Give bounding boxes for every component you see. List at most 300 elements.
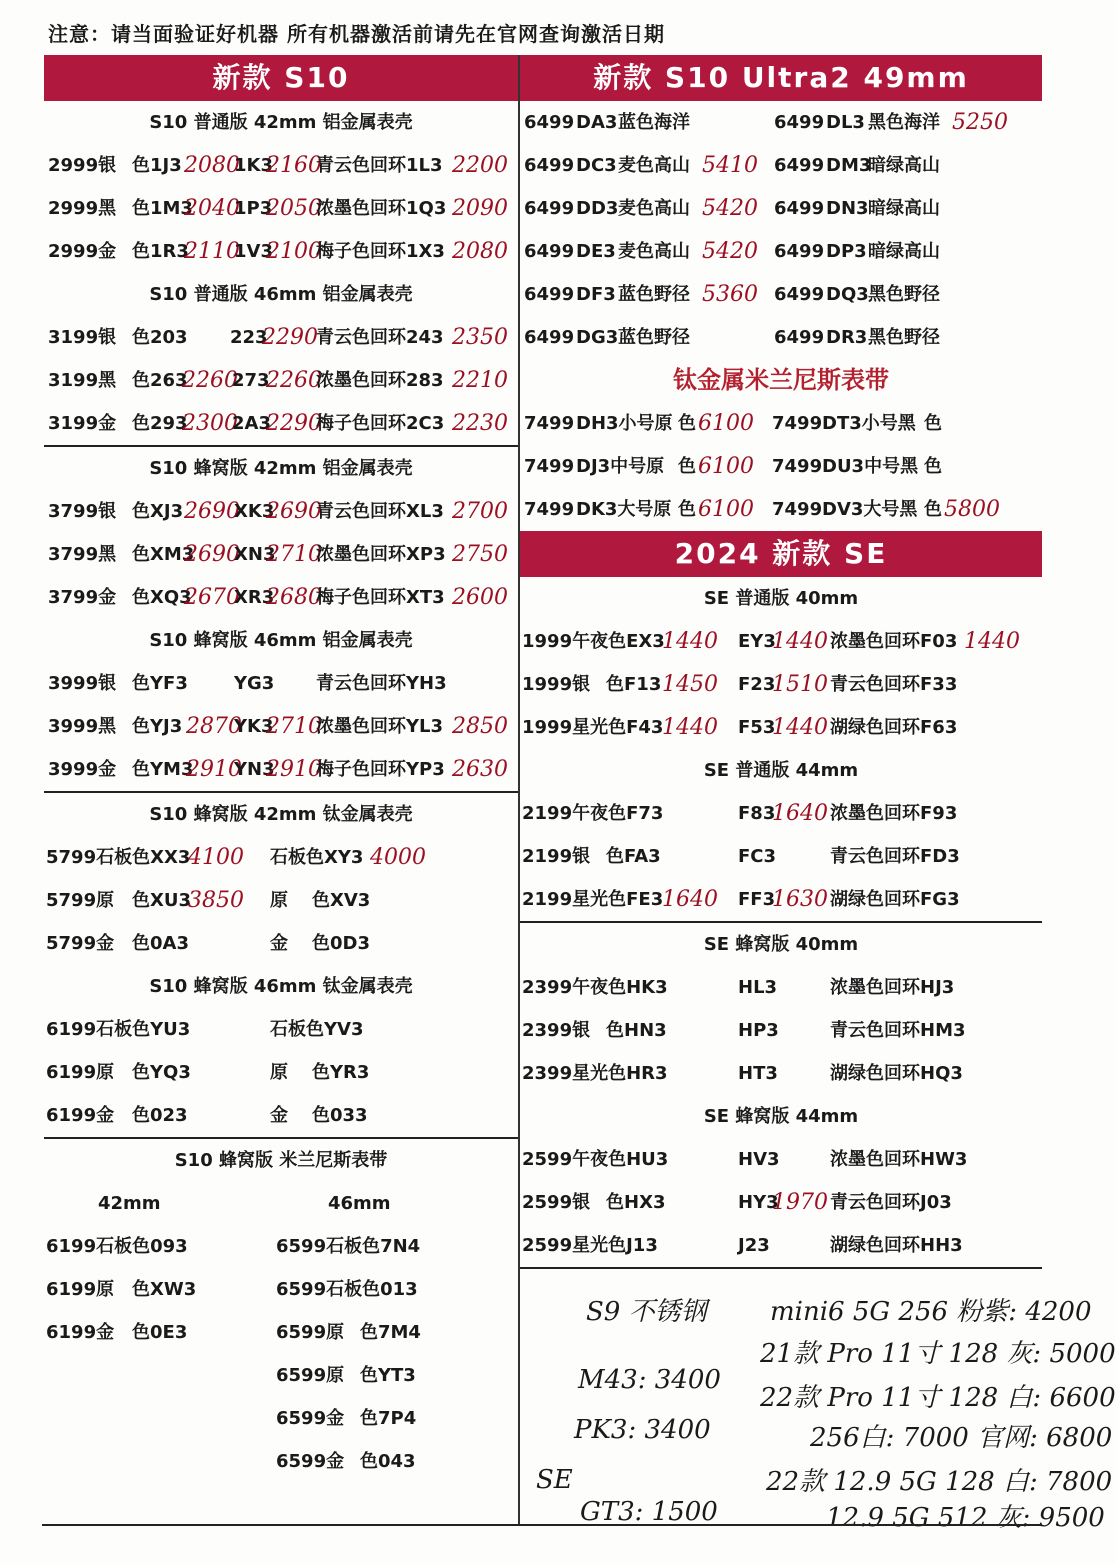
bottom-rule — [42, 1524, 1042, 1526]
cell-text: 色YM3 — [132, 759, 194, 780]
cell-text: 色F13 — [606, 674, 662, 695]
cell-text: 223 — [230, 327, 268, 348]
handwritten-price: 2700 — [452, 499, 508, 524]
cell-text: 麦色高山 — [618, 241, 690, 262]
list-item — [44, 144, 518, 187]
cell-text: 1P3 — [234, 198, 273, 219]
list-item — [44, 1008, 518, 1051]
cell-text: 浓墨色回环XP3 — [316, 544, 446, 565]
cell-text: 2399午夜色HK3 — [522, 977, 668, 998]
cell-text: 浓墨色回环HJ3 — [830, 977, 955, 998]
cell-text: DP3 — [826, 241, 867, 262]
cell-text: 蓝色野径 — [618, 284, 690, 305]
list-item — [520, 230, 1042, 273]
cell-text: 石板色YV3 — [270, 1019, 364, 1040]
section-title: S10 蜂窝版 米兰尼斯表带 — [174, 1150, 388, 1171]
handwritten-price: 2680 — [266, 585, 322, 610]
cell-text: DQ3 — [826, 284, 869, 305]
cell-text: 麦色高山 — [618, 155, 690, 176]
section-title: S10 蜂窝版 42mm 钛金属表壳 — [149, 804, 413, 825]
cell-text: DD3 — [576, 198, 619, 219]
list-item — [520, 792, 1042, 835]
list-item — [44, 1311, 518, 1354]
cell-text: HT3 — [738, 1063, 778, 1084]
handwritten-price: 1440 — [772, 629, 828, 654]
cell-text: FF3 — [738, 889, 776, 910]
cell-text: 2599午夜色HU3 — [522, 1149, 669, 1170]
list-item — [44, 187, 518, 230]
handwritten-note: 21款 Pro 11寸 128 灰: 5000 — [760, 1339, 1116, 1369]
list-item — [520, 706, 1042, 749]
handwritten-price: 6100 — [698, 497, 754, 522]
list-item — [520, 316, 1042, 359]
notice-text: 注意：请当面验证好机器 所有机器激活前请先在官网查询激活日期 — [48, 22, 665, 46]
handwritten-note: 256白: 7000 官网: 6800 — [810, 1423, 1113, 1453]
cell-text: 6599原 — [276, 1322, 345, 1343]
cell-text: 青云色回环HM3 — [830, 1020, 966, 1041]
list-item — [44, 402, 518, 445]
cell-text: 色HX3 — [606, 1192, 666, 1213]
cell-text: 色 — [924, 499, 942, 520]
cell-text: 暗绿高山 — [868, 241, 940, 262]
cell-text: F23 — [738, 674, 776, 695]
cell-text: 7499 — [772, 456, 823, 477]
cell-text: 色7M4 — [360, 1322, 421, 1343]
cell-text: 色XV3 — [312, 890, 371, 911]
cell-text: 色7P4 — [360, 1408, 417, 1429]
milan-rows — [520, 402, 1042, 531]
handwritten-price: 1970 — [772, 1190, 828, 1215]
cell-text: 色293 — [132, 413, 188, 434]
cell-text: YK3 — [234, 716, 274, 737]
handwritten-note: 12.9 5G 512 灰: 9500 — [826, 1503, 1105, 1533]
list-item — [44, 359, 518, 402]
handwritten-price: 1640 — [662, 887, 718, 912]
list-item — [44, 836, 518, 879]
cell-text: 7499 — [524, 413, 575, 434]
cell-text: 青云色回环F33 — [830, 674, 958, 695]
list-item — [520, 101, 1042, 144]
handwritten-price: 5800 — [944, 497, 1000, 522]
cell-text: 7499 — [524, 456, 575, 477]
cell-text: 3199银 — [48, 327, 117, 348]
cell-text: 浓墨色回环F03 — [830, 631, 958, 652]
list-item — [520, 835, 1042, 878]
cell-text: 3199金 — [48, 413, 117, 434]
handwritten-note: M43: 3400 — [578, 1365, 721, 1395]
cell-text: 色YQ3 — [132, 1062, 191, 1083]
cell-text: DM3 — [826, 155, 872, 176]
cell-text: 原 — [270, 1062, 288, 1083]
list-item — [44, 705, 518, 748]
cell-text: 原 — [270, 890, 288, 911]
cell-text: XR3 — [234, 587, 275, 608]
cell-text: DV3大号黑 — [822, 499, 918, 520]
cell-text: DU3中号黑 — [822, 456, 919, 477]
handwritten-price: 6100 — [698, 454, 754, 479]
cell-text: 黑色野径 — [868, 327, 940, 348]
cell-text: 色XJ3 — [132, 501, 184, 522]
section-title: SE 普通版 40mm — [703, 588, 859, 609]
cell-text: 黑色野径 — [868, 284, 940, 305]
handwritten-notes — [520, 1269, 1116, 1533]
cell-text: 石板色XY3 — [270, 847, 364, 868]
se-blocks — [520, 577, 1042, 1269]
cell-text: 1K3 — [234, 155, 273, 176]
section-title: SE 蜂窝版 40mm — [703, 934, 859, 955]
handwritten-note: GT3: 1500 — [580, 1497, 718, 1527]
cell-text: 2599银 — [522, 1192, 591, 1213]
list-item — [520, 445, 1042, 488]
cell-text: 6499 — [524, 112, 575, 133]
cell-text: 6499 — [524, 198, 575, 219]
cell-text: 5799金 — [46, 933, 115, 954]
list-item — [44, 922, 518, 965]
cell-text: 色YF3 — [132, 673, 188, 694]
cell-text: 蓝色野径 — [618, 327, 690, 348]
cell-text: 色 — [924, 456, 942, 477]
cell-text: 色023 — [132, 1105, 188, 1126]
cell-text: 梅子色回环2C3 — [316, 413, 445, 434]
cell-text: 6599原 — [276, 1365, 345, 1386]
list-item — [44, 748, 518, 791]
cell-text: 浓墨色回环F93 — [830, 803, 958, 824]
list-item — [44, 490, 518, 533]
cell-text: 暗绿高山 — [868, 155, 940, 176]
cell-text: 色XM3 — [132, 544, 195, 565]
list-item — [44, 1051, 518, 1094]
list-item — [44, 1397, 518, 1440]
section-title: SE 普通版 44mm — [703, 760, 859, 781]
handwritten-price: 4000 — [370, 845, 426, 870]
handwritten-price: 2260 — [266, 368, 322, 393]
handwritten-price: 2290 — [262, 325, 318, 350]
cell-text: YG3 — [234, 673, 275, 694]
list-item — [44, 1182, 518, 1225]
banner-ultra2: 新款 S10 Ultra2 49mm — [520, 55, 1042, 101]
cell-text: DR3 — [826, 327, 868, 348]
cell-text: FC3 — [738, 846, 777, 867]
handwritten-price: 2050 — [266, 196, 322, 221]
list-item — [44, 1440, 518, 1483]
handwritten-price: 2630 — [452, 757, 508, 782]
handwritten-price: 2690 — [184, 499, 240, 524]
handwritten-price: 5420 — [702, 239, 758, 264]
cell-text: 2A3 — [232, 413, 271, 434]
handwritten-price: 2710 — [266, 542, 322, 567]
cell-text: 青云色回环FD3 — [830, 846, 960, 867]
handwritten-price: 2200 — [452, 153, 508, 178]
cell-text: 6499 — [774, 327, 825, 348]
handwritten-price: 2210 — [452, 368, 508, 393]
cell-text: 3999金 — [48, 759, 117, 780]
cell-text: 1V3 — [234, 241, 273, 262]
list-item — [44, 533, 518, 576]
cell-text: 2599星光色J13 — [522, 1235, 658, 1256]
handwritten-price: 6100 — [698, 411, 754, 436]
cell-text: 6499 — [774, 284, 825, 305]
cell-text: 6599金 — [276, 1408, 345, 1429]
list-item — [520, 620, 1042, 663]
cell-text: 黑色海洋 — [868, 112, 940, 133]
cell-text: 浓墨色回环283 — [316, 370, 444, 391]
cell-text: 2399星光色HR3 — [522, 1063, 668, 1084]
list-item — [520, 1009, 1042, 1052]
handwritten-note: mini6 5G 256 粉紫: 4200 — [770, 1297, 1092, 1327]
left-column-s10 — [44, 55, 518, 1483]
list-item — [44, 1225, 518, 1268]
handwritten-price: 2080 — [452, 239, 508, 264]
handwritten-price: 2110 — [184, 239, 240, 264]
cell-text: 梅子色回环1X3 — [316, 241, 445, 262]
cell-text: 青云色回环1L3 — [316, 155, 443, 176]
milan-title: 钛金属米兰尼斯表带 — [673, 366, 889, 394]
handwritten-price: 3850 — [188, 888, 244, 913]
cell-text: 6499 — [524, 241, 575, 262]
cell-text: 273 — [232, 370, 270, 391]
list-item — [520, 488, 1042, 531]
cell-text: 3799黑 — [48, 544, 117, 565]
cell-text: 6599石板色013 — [276, 1279, 418, 1300]
list-item — [520, 1052, 1042, 1095]
handwritten-price: 1510 — [772, 672, 828, 697]
handwritten-price: 1440 — [772, 715, 828, 740]
handwritten-price: 2710 — [266, 714, 322, 739]
handwritten-price: 5420 — [702, 196, 758, 221]
cell-text: 湖绿色回环FG3 — [830, 889, 960, 910]
cell-text: 青云色回环YH3 — [316, 673, 447, 694]
cell-text: 青云色回环J03 — [830, 1192, 952, 1213]
handwritten-price: 2850 — [452, 714, 508, 739]
handwritten-price: 2350 — [452, 325, 508, 350]
cell-text: DG3 — [576, 327, 619, 348]
cell-text: 3999银 — [48, 673, 117, 694]
handwritten-price: 2690 — [266, 499, 322, 524]
cell-text: 6199原 — [46, 1279, 115, 1300]
cell-text: J23 — [738, 1235, 770, 1256]
cell-text: 1999银 — [522, 674, 591, 695]
handwritten-price: 1630 — [772, 887, 828, 912]
list-item — [520, 144, 1042, 187]
handwritten-price: 2910 — [186, 757, 242, 782]
cell-text: 6599金 — [276, 1451, 345, 1472]
cell-text: 3999黑 — [48, 716, 117, 737]
handwritten-price: 2690 — [184, 542, 240, 567]
handwritten-price: 5360 — [702, 282, 758, 307]
handwritten-price: 4100 — [188, 845, 244, 870]
handwritten-price: 1440 — [964, 629, 1020, 654]
cell-text: 2199银 — [522, 846, 591, 867]
cell-text: DN3 — [826, 198, 869, 219]
cell-text: DH3小号原 — [576, 413, 673, 434]
ultra-rows — [520, 101, 1042, 359]
list-item — [44, 1268, 518, 1311]
cell-text: DF3 — [576, 284, 616, 305]
cell-text: 6499 — [524, 155, 575, 176]
cell-text: 色YJ3 — [132, 716, 183, 737]
cell-text: 6199金 — [46, 1322, 115, 1343]
right-column — [520, 55, 1116, 1533]
cell-text: 7499 — [524, 499, 575, 520]
cell-text: 3799银 — [48, 501, 117, 522]
section-title: S10 蜂窝版 42mm 铝金属表壳 — [149, 458, 413, 479]
cell-text: 色263 — [132, 370, 188, 391]
handwritten-price: 1440 — [662, 629, 718, 654]
cell-text: HV3 — [738, 1149, 780, 1170]
cell-text: 6199金 — [46, 1105, 115, 1126]
cell-text: 色XQ3 — [132, 587, 192, 608]
section-title: S10 蜂窝版 46mm 钛金属表壳 — [149, 976, 413, 997]
cell-text: 1999星光色F43 — [522, 717, 664, 738]
banner-se: 2024 新款 SE — [520, 531, 1042, 577]
handwritten-price: 2870 — [186, 714, 242, 739]
handwritten-note: 22款 12.9 5G 128 白: 7800 — [766, 1467, 1113, 1497]
cell-text: HL3 — [738, 977, 778, 998]
cell-text: 6499 — [524, 284, 575, 305]
handwritten-price: 2290 — [266, 411, 322, 436]
cell-text: 浓墨色回环YL3 — [316, 716, 444, 737]
cell-text: DK3大号原 — [576, 499, 672, 520]
cell-text: 5799原 — [46, 890, 115, 911]
handwritten-price: 2260 — [182, 368, 238, 393]
s10-blocks — [44, 101, 518, 1483]
handwritten-price: 1440 — [662, 715, 718, 740]
list-item — [44, 1354, 518, 1397]
cell-text: 6199石板色YU3 — [46, 1019, 191, 1040]
list-item — [520, 187, 1042, 230]
cell-text: 42mm — [98, 1193, 161, 1214]
handwritten-note: 22款 Pro 11寸 128 白: 6600 — [760, 1383, 1116, 1413]
cell-text: DC3 — [576, 155, 617, 176]
cell-text: 色043 — [360, 1451, 416, 1472]
cell-text: 金 — [270, 1105, 288, 1126]
cell-text: XN3 — [234, 544, 276, 565]
cell-text: 色YR3 — [312, 1062, 370, 1083]
cell-text: 色0A3 — [132, 933, 189, 954]
list-item — [44, 1094, 518, 1137]
handwritten-price: 2910 — [266, 757, 322, 782]
cell-text: YN3 — [234, 759, 275, 780]
cell-text: 色 — [924, 413, 942, 434]
list-item — [520, 1181, 1042, 1224]
cell-text: 2999黑 — [48, 198, 117, 219]
cell-text: 色FA3 — [606, 846, 661, 867]
cell-text: 青云色回环XL3 — [316, 501, 444, 522]
cell-text: 3799金 — [48, 587, 117, 608]
handwritten-price: 2600 — [452, 585, 508, 610]
list-item — [44, 230, 518, 273]
cell-text: 青云色回环243 — [316, 327, 444, 348]
cell-text: 2199星光色FE3 — [522, 889, 664, 910]
cell-text: 蓝色海洋 — [618, 112, 690, 133]
banner-s10: 新款 S10 — [44, 55, 518, 101]
cell-text: 色YT3 — [360, 1365, 416, 1386]
cell-text: DT3小号黑 — [822, 413, 916, 434]
cell-text: 梅子色回环XT3 — [316, 587, 445, 608]
cell-text: 6499 — [774, 112, 825, 133]
cell-text: 暗绿高山 — [868, 198, 940, 219]
cell-text: 色033 — [312, 1105, 368, 1126]
cell-text: 5799石板色XX3 — [46, 847, 191, 868]
list-item — [44, 662, 518, 705]
section-title: S10 普通版 42mm 铝金属表壳 — [149, 112, 413, 133]
handwritten-note: S9 不锈钢 — [586, 1297, 707, 1327]
cell-text: DJ3中号原 — [576, 456, 665, 477]
handwritten-price: 1450 — [662, 672, 718, 697]
handwritten-price: 2230 — [452, 411, 508, 436]
handwritten-price: 2100 — [266, 239, 322, 264]
cell-text: 2999银 — [48, 155, 117, 176]
cell-text: 色HN3 — [606, 1020, 667, 1041]
handwritten-price: 5250 — [952, 110, 1008, 135]
cell-text: DL3 — [826, 112, 865, 133]
cell-text: 色 — [678, 413, 696, 434]
section-title: S10 蜂窝版 46mm 铝金属表壳 — [149, 630, 413, 651]
cell-text: 46mm — [328, 1193, 391, 1214]
cell-text: 7499 — [772, 413, 823, 434]
cell-text: 湖绿色回环HQ3 — [830, 1063, 963, 1084]
handwritten-note: SE — [536, 1465, 573, 1495]
cell-text: 6499 — [774, 155, 825, 176]
cell-text: 1999午夜色EX3 — [522, 631, 665, 652]
cell-text: 色 — [678, 456, 696, 477]
section-title: SE 蜂窝版 44mm — [703, 1106, 859, 1127]
handwritten-price: 2160 — [266, 153, 322, 178]
list-item — [520, 402, 1042, 445]
cell-text: 麦色高山 — [618, 198, 690, 219]
list-item — [520, 273, 1042, 316]
list-item — [520, 966, 1042, 1009]
handwritten-price: 5410 — [702, 153, 758, 178]
cell-text: 湖绿色回环HH3 — [830, 1235, 963, 1256]
cell-text: 色1M3 — [132, 198, 193, 219]
handwritten-price: 2040 — [184, 196, 240, 221]
cell-text: 浓墨色回环1Q3 — [316, 198, 447, 219]
list-item — [520, 878, 1042, 921]
cell-text: XK3 — [234, 501, 275, 522]
cell-text: 6199石板色093 — [46, 1236, 188, 1257]
cell-text: 2199午夜色F73 — [522, 803, 664, 824]
cell-text: 色203 — [132, 327, 188, 348]
cell-text: F83 — [738, 803, 776, 824]
cell-text: 色1J3 — [132, 155, 182, 176]
cell-text: 色 — [678, 499, 696, 520]
cell-text: 色0D3 — [312, 933, 370, 954]
cell-text: 色0E3 — [132, 1322, 188, 1343]
handwritten-price: 2090 — [452, 196, 508, 221]
cell-text: EY3 — [738, 631, 776, 652]
cell-text: 6499 — [774, 241, 825, 262]
cell-text: 色XU3 — [132, 890, 192, 911]
cell-text: 梅子色回环YP3 — [316, 759, 445, 780]
list-item — [44, 316, 518, 359]
cell-text: 色1R3 — [132, 241, 189, 262]
cell-text: 3199黑 — [48, 370, 117, 391]
cell-text: 2399银 — [522, 1020, 591, 1041]
handwritten-price: 2670 — [184, 585, 240, 610]
list-item — [44, 576, 518, 619]
cell-text: HY3 — [738, 1192, 779, 1213]
list-item — [520, 663, 1042, 706]
cell-text: F53 — [738, 717, 776, 738]
cell-text: 色XW3 — [132, 1279, 197, 1300]
handwritten-price: 2080 — [184, 153, 240, 178]
list-item — [520, 1138, 1042, 1181]
cell-text: 6499 — [774, 198, 825, 219]
cell-text: 6499 — [524, 327, 575, 348]
cell-text: 金 — [270, 933, 288, 954]
handwritten-price: 1640 — [772, 801, 828, 826]
